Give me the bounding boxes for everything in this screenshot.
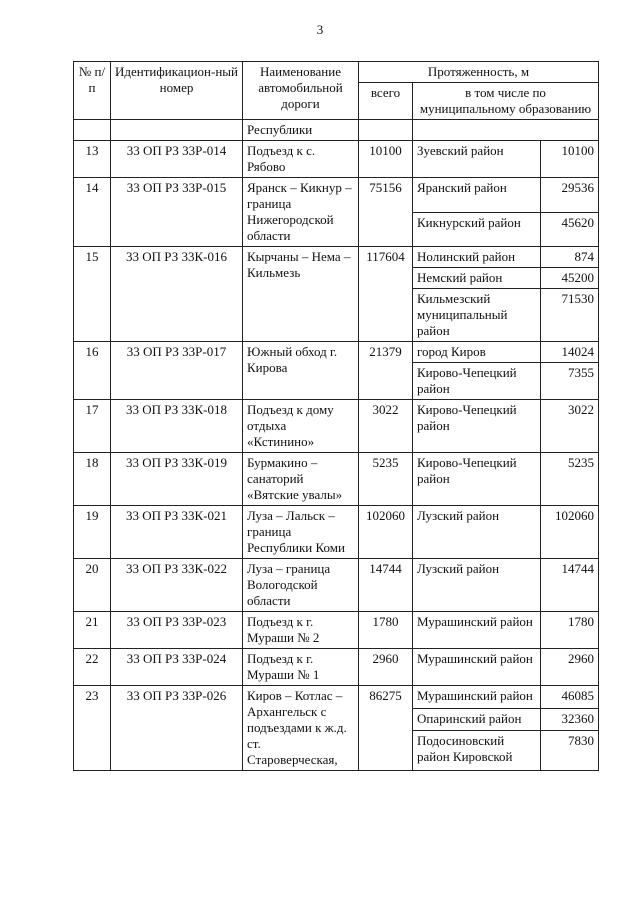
area-name: Зуевский район (413, 141, 541, 178)
area-length: 102060 (541, 506, 599, 559)
area-length: 1780 (541, 612, 599, 649)
row-number: 13 (74, 141, 111, 178)
total-length: 1780 (359, 612, 413, 649)
road-id: 33 ОП РЗ 33К-019 (111, 453, 243, 506)
header-length: Протяженность, м (359, 62, 599, 83)
total-length: 3022 (359, 400, 413, 453)
table-row (74, 141, 599, 178)
total-length: 75156 (359, 178, 413, 247)
area-name: Кикнурский район (413, 212, 541, 247)
total-length: 5235 (359, 453, 413, 506)
road-name: Подъезд к дому отдыха «Кстинино» (243, 400, 359, 453)
table-row (74, 612, 599, 649)
area-length: 7830 (541, 731, 599, 771)
area-name: Немский район (413, 268, 541, 289)
road-id: 33 ОП РЗ 33К-016 (111, 247, 243, 342)
header-id: Идентификацион-ный номер (111, 62, 243, 120)
table-row (74, 247, 599, 268)
area-length: 32360 (541, 708, 599, 731)
row-number: 16 (74, 342, 111, 400)
area-name: Кирово-Чепецкий район (413, 453, 541, 506)
road-name: Бурмакино – санаторий «Вятские увалы» (243, 453, 359, 506)
row-number: 19 (74, 506, 111, 559)
area-name: Мурашинский район (413, 686, 541, 709)
row-number: 21 (74, 612, 111, 649)
row-number: 23 (74, 686, 111, 771)
total-length: 10100 (359, 141, 413, 178)
road-name: Луза – граница Вологодской области (243, 559, 359, 612)
road-name: Кырчаны – Нема – Кильмезь (243, 247, 359, 342)
header-name: Наименование автомобильной дороги (243, 62, 359, 120)
area-name: Подосиновский район Кировской (413, 731, 541, 771)
total-length: 2960 (359, 649, 413, 686)
row-number: 20 (74, 559, 111, 612)
table-row (74, 400, 599, 453)
area-length: 5235 (541, 453, 599, 506)
area-name: Кирово-Чепецкий район (413, 400, 541, 453)
area-length: 3022 (541, 400, 599, 453)
row-number: 14 (74, 178, 111, 247)
header-num: № п/п (74, 62, 111, 120)
table-row (74, 649, 599, 686)
road-name: Южный обход г. Кирова (243, 342, 359, 400)
page-number: 3 (316, 22, 324, 37)
area-name: Яранский район (413, 178, 541, 213)
road-id: 33 ОП РЗ 33Р-014 (111, 141, 243, 178)
area-name: Лузский район (413, 559, 541, 612)
table-row (74, 559, 599, 612)
area-length: 29536 (541, 178, 599, 213)
area-length: 14744 (541, 559, 599, 612)
area-length: 10100 (541, 141, 599, 178)
road-name: Подъезд к г. Мураши № 2 (243, 612, 359, 649)
road-id: 33 ОП РЗ 33Р-015 (111, 178, 243, 247)
road-name: Подъезд к с. Рябово (243, 141, 359, 178)
total-length: 86275 (359, 686, 413, 771)
area-length: 71530 (541, 289, 599, 342)
road-id: 33 ОП РЗ 33К-018 (111, 400, 243, 453)
area-length: 2960 (541, 649, 599, 686)
road-name: Киров – Котлас – Архангельск с подъездами к ж.д. ст. Староверческая, (243, 686, 359, 771)
total-length: 21379 (359, 342, 413, 400)
area-length: 7355 (541, 363, 599, 400)
area-length: 45620 (541, 212, 599, 247)
continuation-row (74, 120, 599, 141)
area-length: 14024 (541, 342, 599, 363)
road-name: Луза – Лальск – граница Республики Коми (243, 506, 359, 559)
header-total: всего (359, 83, 413, 120)
table-header (74, 62, 599, 141)
row-number: 17 (74, 400, 111, 453)
area-name: Опаринский район (413, 708, 541, 731)
area-name: Лузский район (413, 506, 541, 559)
road-id: 33 ОП РЗ 33Р-026 (111, 686, 243, 771)
table-body (74, 141, 599, 771)
road-id: 33 ОП РЗ 33К-022 (111, 559, 243, 612)
road-id: 33 ОП РЗ 33Р-017 (111, 342, 243, 400)
road-name: Яранск – Кикнур – граница Нижегородской области (243, 178, 359, 247)
area-name: Нолинский район (413, 247, 541, 268)
area-name: город Киров (413, 342, 541, 363)
row-number: 22 (74, 649, 111, 686)
area-name: Мурашинский район (413, 649, 541, 686)
row-number: 18 (74, 453, 111, 506)
area-name: Кильмезский муниципальный район (413, 289, 541, 342)
header-including: в том числе по муниципальному образованию (413, 83, 599, 120)
table-row (74, 453, 599, 506)
road-id: 33 ОП РЗ 33Р-024 (111, 649, 243, 686)
total-length: 14744 (359, 559, 413, 612)
area-length: 874 (541, 247, 599, 268)
row-number: 15 (74, 247, 111, 342)
area-length: 46085 (541, 686, 599, 709)
total-length: 117604 (359, 247, 413, 342)
road-name: Подъезд к г. Мураши № 1 (243, 649, 359, 686)
area-name: Мурашинский район (413, 612, 541, 649)
area-name: Кирово-Чепецкий район (413, 363, 541, 400)
area-length: 45200 (541, 268, 599, 289)
roads-table (73, 61, 599, 771)
table-row (74, 342, 599, 363)
table-row (74, 506, 599, 559)
road-id: 33 ОП РЗ 33К-021 (111, 506, 243, 559)
total-length: 102060 (359, 506, 413, 559)
table-row (74, 178, 599, 213)
road-id: 33 ОП РЗ 33Р-023 (111, 612, 243, 649)
continuation-name: Республики (243, 120, 359, 141)
table-row (74, 686, 599, 709)
